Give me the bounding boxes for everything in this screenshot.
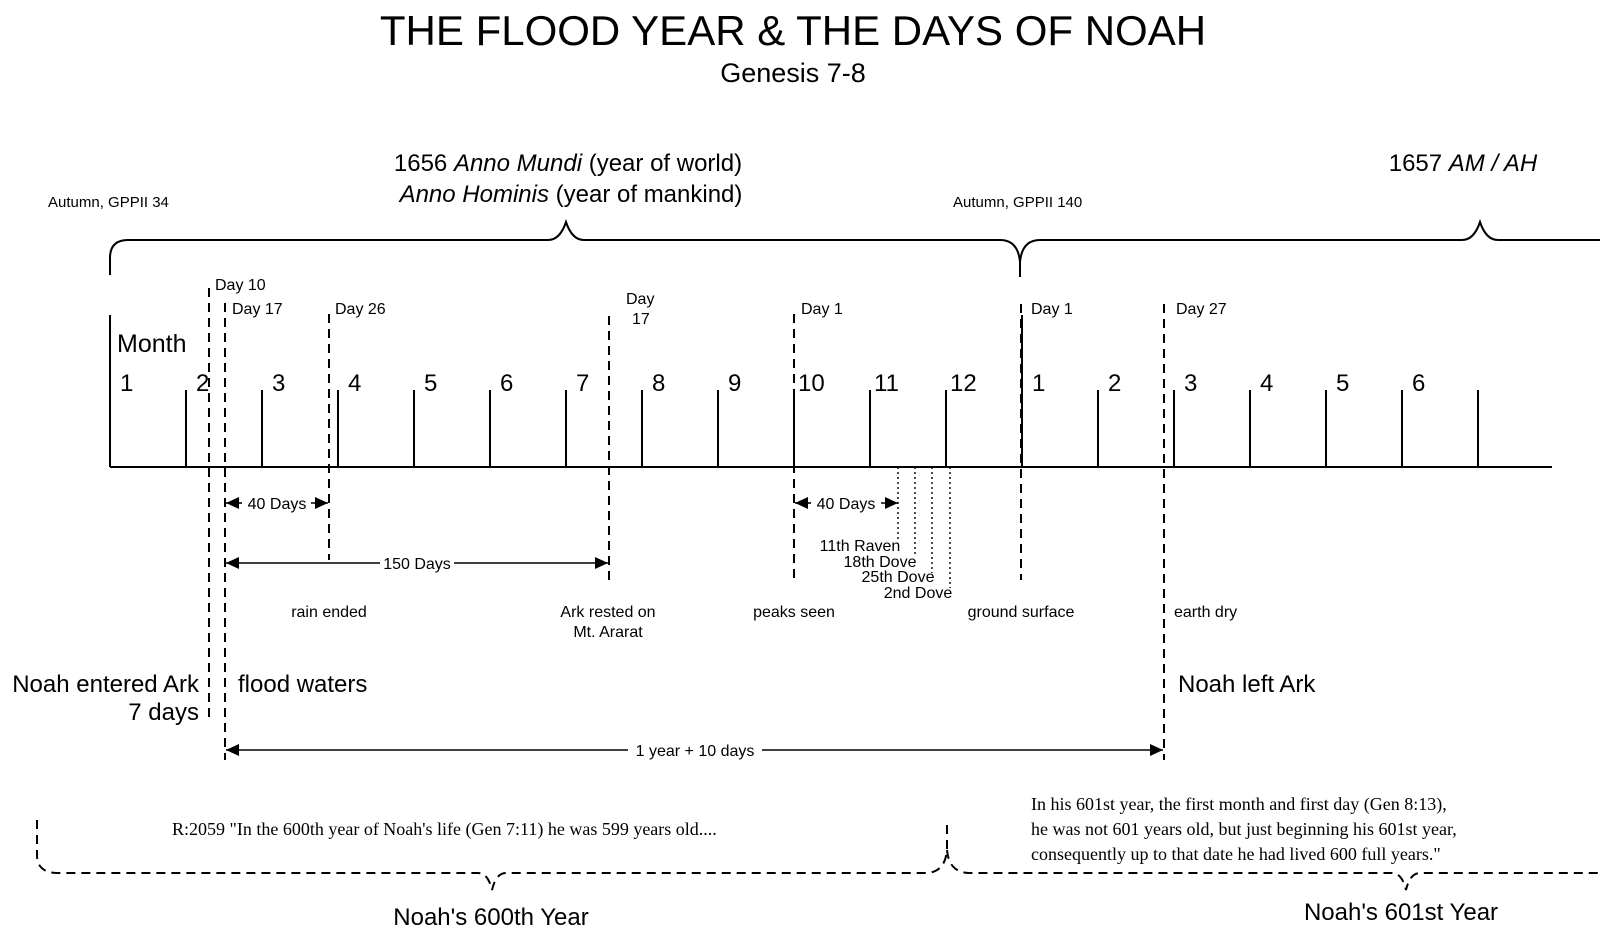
- year-1656-label: 1656 Anno Mundi (year of world): [393, 150, 743, 177]
- year-1656-brace: [110, 222, 1020, 277]
- day17b-label-line2: 17: [632, 311, 650, 328]
- month-label: 1: [1032, 370, 1046, 397]
- month-label: 5: [1336, 370, 1350, 397]
- month-label: 7: [576, 370, 590, 397]
- month-label: 8: [652, 370, 666, 397]
- quote-right-line2: he was not 601 years old, but just beginning his 601st year,: [1031, 819, 1457, 839]
- month-ticks: [186, 315, 1478, 467]
- event-ark-rested-line1: Ark rested on: [560, 604, 656, 621]
- noah-601st-year-label: Noah's 601st Year: [1303, 899, 1499, 926]
- diagram-subtitle: Genesis 7-8: [720, 58, 866, 88]
- month-label: 11: [874, 370, 899, 397]
- day1b-label: Day 1: [1031, 301, 1073, 318]
- quote-left: R:2059 "In the 600th year of Noah's life (Gen 7:11) he was 599 years old....: [172, 819, 717, 839]
- bird-raven-label: 11th Raven: [819, 538, 901, 555]
- span-40-days-1-label: 40 Days: [247, 496, 307, 513]
- span-one-year-label: 1 year + 10 days: [635, 743, 755, 760]
- month-label: 12: [950, 370, 977, 397]
- quote-right-line3: consequently up to that date he had lived 600 full years.": [1031, 844, 1441, 864]
- year-1657-brace: [1020, 222, 1600, 262]
- month-label: 2: [1108, 370, 1122, 397]
- noah-entered-line1: Noah entered Ark: [12, 671, 199, 698]
- month-label: 3: [1184, 370, 1198, 397]
- day26-label: Day 26: [335, 301, 386, 318]
- diagram-title: THE FLOOD YEAR & THE DAYS OF NOAH: [379, 7, 1207, 54]
- month-heading: Month: [117, 330, 187, 358]
- month-label: 10: [798, 370, 825, 397]
- bird-dove2-label: 2nd Dove: [883, 585, 953, 602]
- month-label: 4: [348, 370, 362, 397]
- autumn-label-140: Autumn, GPPII 140: [953, 194, 1083, 211]
- day27-label: Day 27: [1176, 301, 1227, 318]
- bird-dove18-label: 18th Dove: [843, 554, 917, 571]
- month-label: 1: [120, 370, 134, 397]
- year-1657-label: 1657 AM / AH: [1388, 150, 1538, 177]
- day17b-label-line1: Day: [626, 291, 655, 308]
- event-peaks-seen: peaks seen: [753, 604, 835, 621]
- noah-entered-line2: 7 days: [128, 699, 199, 726]
- anno-hominis-label: Anno Hominis (year of mankind): [399, 181, 743, 208]
- month-label: 9: [728, 370, 742, 397]
- bird-dove25-label: 25th Dove: [861, 569, 935, 586]
- month-label: 3: [272, 370, 286, 397]
- span-150-days-label: 150 Days: [383, 556, 451, 573]
- quote-right-line1: In his 601st year, the first month and first day (Gen 8:13),: [1031, 794, 1447, 814]
- day10-label: Day 10: [215, 277, 266, 294]
- month-label: 6: [1412, 370, 1426, 397]
- span-40-days-2-label: 40 Days: [816, 496, 876, 513]
- autumn-label-34: Autumn, GPPII 34: [48, 194, 169, 211]
- month-label: 5: [424, 370, 438, 397]
- day1a-label: Day 1: [801, 301, 843, 318]
- noah-left-label: Noah left Ark: [1178, 671, 1316, 698]
- event-rain-ended: rain ended: [291, 604, 367, 621]
- month-label: 6: [500, 370, 514, 397]
- noah-600th-year-label: Noah's 600th Year: [393, 904, 589, 931]
- event-ground-surface: ground surface: [967, 604, 1075, 621]
- day17a-label: Day 17: [232, 301, 283, 318]
- month-label: 2: [196, 370, 210, 397]
- month-labels: [120, 370, 1425, 397]
- month-label: 4: [1260, 370, 1274, 397]
- event-ark-rested-line2: Mt. Ararat: [573, 624, 643, 641]
- event-earth-dry: earth dry: [1174, 604, 1238, 621]
- flood-waters-label: flood waters: [238, 671, 368, 698]
